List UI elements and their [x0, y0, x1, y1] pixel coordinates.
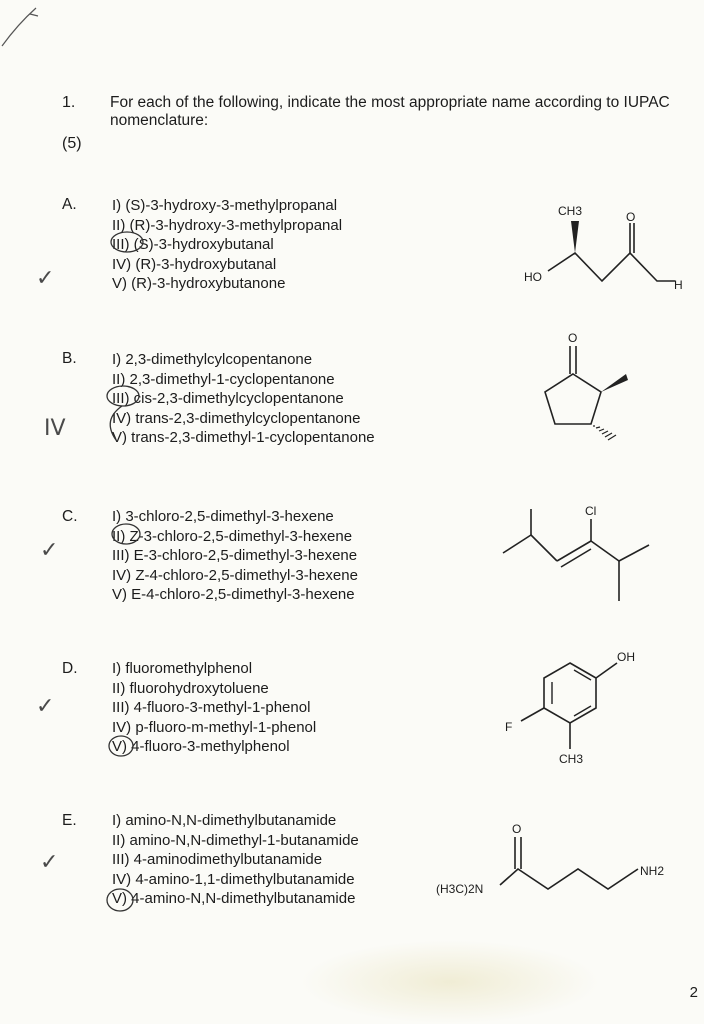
- structure-d: [495, 645, 645, 770]
- option-d-2[interactable]: II) fluorohydroxytoluene: [112, 679, 269, 697]
- grading-mark-a: ✓: [36, 266, 55, 291]
- answer-circle-c: [108, 522, 148, 546]
- pen-stroke: [0, 0, 60, 60]
- option-d-1[interactable]: I) fluoromethylphenol: [112, 660, 253, 677]
- option-a-3[interactable]: III) (S)-3-hydroxybutanal: [112, 236, 274, 253]
- grading-mark-b: IV: [44, 416, 66, 441]
- answer-circles-b: [100, 384, 150, 448]
- option-b-4[interactable]: IV) trans-2,3-dimethylcyclopentanone: [112, 409, 361, 427]
- part-letter-e: E.: [62, 812, 77, 829]
- part-letter-d: D.: [62, 660, 78, 677]
- answer-circle-a: [108, 230, 148, 254]
- oxygen-label-b: O: [568, 331, 578, 345]
- grading-mark-c: ✓: [40, 538, 59, 563]
- option-c-5[interactable]: V) E-4-chloro-2,5-dimethyl-3-hexene: [112, 586, 355, 603]
- grading-mark-e: ✓: [40, 850, 59, 875]
- option-e-5[interactable]: V) 4-amino-N,N-dimethylbutanamide: [112, 890, 356, 907]
- option-e-1[interactable]: I) amino-N,N-dimethylbutanamide: [112, 812, 337, 829]
- fluorine-label-d: F: [505, 720, 513, 734]
- option-a-5[interactable]: V) (R)-3-hydroxybutanone: [112, 275, 286, 292]
- ch3-label-a: CH3: [558, 204, 583, 218]
- structure-c: [495, 495, 655, 605]
- option-d-3[interactable]: III) 4-fluoro-3-methyl-1-phenol: [112, 699, 311, 716]
- option-e-3[interactable]: III) 4-aminodimethylbutanamide: [112, 851, 323, 868]
- question-points: (5): [62, 135, 82, 152]
- option-a-1[interactable]: I) (S)-3-hydroxy-3-methylpropanal: [112, 197, 338, 214]
- oxygen-label-a: O: [626, 210, 636, 224]
- option-c-4[interactable]: IV) Z-4-chloro-2,5-dimethyl-3-hexene: [112, 566, 358, 584]
- hydrogen-label-a: H: [674, 278, 683, 292]
- options-b: [112, 350, 375, 448]
- grading-mark-d: ✓: [36, 694, 55, 719]
- amino-label-e: NH2: [640, 864, 665, 878]
- ch3-label-d: CH3: [559, 752, 584, 766]
- hydroxyl-label-d: OH: [617, 650, 635, 664]
- structure-b: [530, 328, 640, 453]
- options-c: [112, 507, 358, 605]
- dimethylamino-label-e: (H3C)2N: [436, 882, 484, 896]
- oxygen-label-e: O: [512, 822, 522, 836]
- option-b-3[interactable]: III) cis-2,3-dimethylcyclopentanone: [112, 390, 344, 407]
- option-e-4[interactable]: IV) 4-amino-1,1-dimethylbutanamide: [112, 870, 355, 888]
- option-d-5[interactable]: V) 4-fluoro-3-methylphenol: [112, 738, 290, 755]
- chlorine-label-c: Cl: [585, 504, 597, 518]
- answer-circle-e: [104, 886, 138, 914]
- structure-a: [520, 195, 695, 295]
- option-c-3[interactable]: III) E-3-chloro-2,5-dimethyl-3-hexene: [112, 547, 358, 564]
- option-b-1[interactable]: I) 2,3-dimethylcylcopentanone: [112, 351, 313, 368]
- option-d-4[interactable]: IV) p-fluoro-m-methyl-1-phenol: [112, 718, 317, 736]
- option-b-5[interactable]: V) trans-2,3-dimethyl-1-cyclopentanone: [112, 429, 375, 446]
- page-number: 2: [689, 984, 698, 1001]
- part-letter-a: A.: [62, 196, 77, 213]
- option-e-2[interactable]: II) amino-N,N-dimethyl-1-butanamide: [112, 831, 359, 849]
- part-letter-b: B.: [62, 350, 77, 367]
- option-a-4[interactable]: IV) (R)-3-hydroxybutanal: [112, 255, 277, 273]
- option-a-2[interactable]: II) (R)-3-hydroxy-3-methylpropanal: [112, 216, 343, 234]
- option-c-2[interactable]: II) Z-3-chloro-2,5-dimethyl-3-hexene: [112, 527, 353, 545]
- options-e: [112, 811, 359, 909]
- question-number: 1.: [62, 94, 76, 111]
- hydroxyl-label-a: HO: [524, 270, 542, 284]
- answer-circle-d: [106, 734, 138, 758]
- options-d: [112, 659, 316, 757]
- option-b-2[interactable]: II) 2,3-dimethyl-1-cyclopentanone: [112, 370, 335, 388]
- paper-smudge: [300, 940, 600, 1024]
- question-prompt: For each of the following, indicate the most appropriate name according to IUPAC nomenclature:: [110, 94, 670, 129]
- option-c-1[interactable]: I) 3-chloro-2,5-dimethyl-3-hexene: [112, 508, 334, 525]
- part-letter-c: C.: [62, 508, 78, 525]
- structure-e: [432, 815, 682, 905]
